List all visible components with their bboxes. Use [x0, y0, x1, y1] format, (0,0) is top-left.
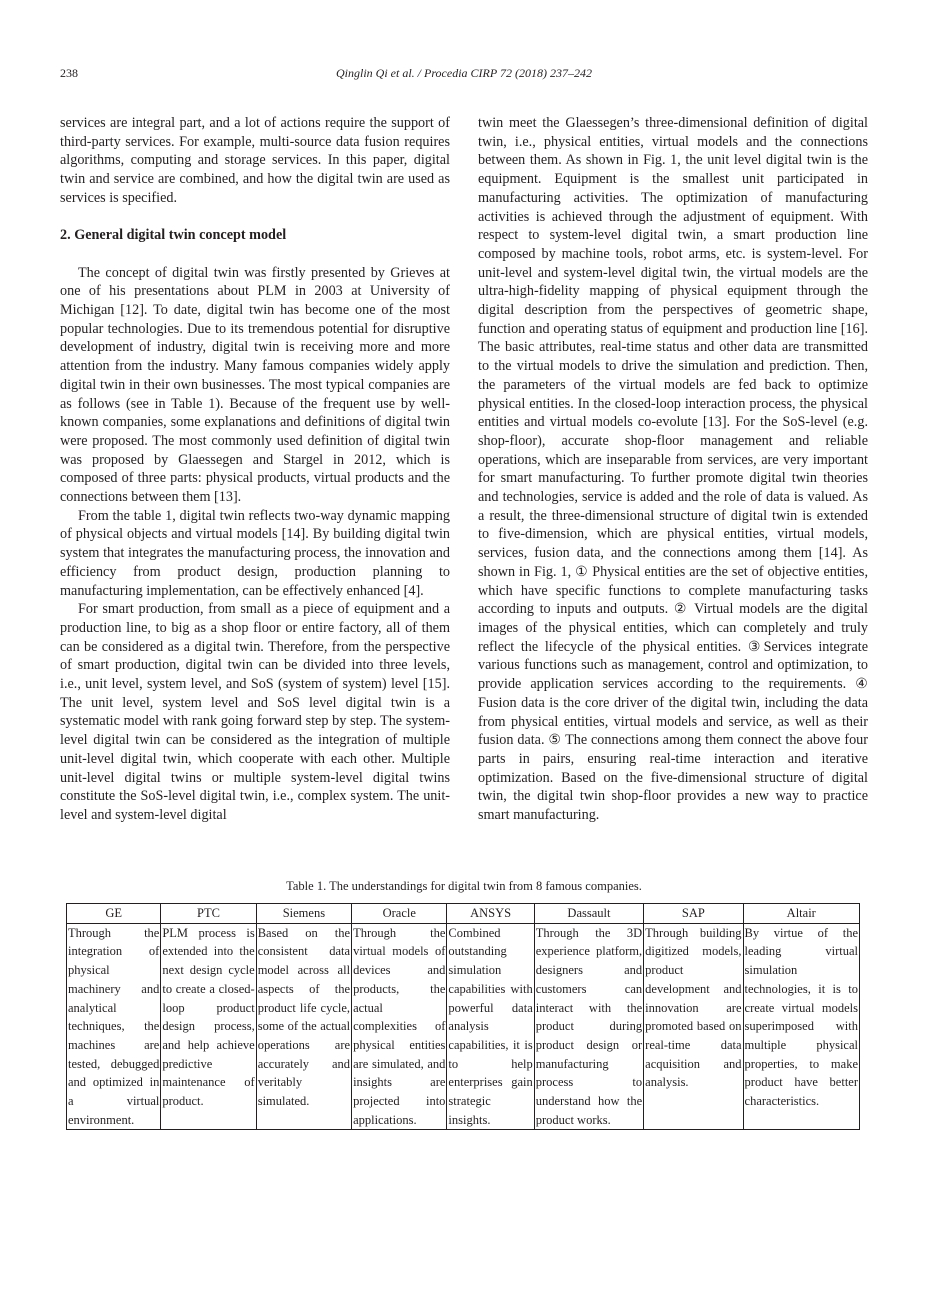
table-header-cell: Dassault — [534, 904, 643, 924]
page-number: 238 — [60, 66, 78, 80]
running-head: Qinglin Qi et al. / Procedia CIRP 72 (2018) 237–242 — [336, 66, 592, 80]
table-header-cell: SAP — [644, 904, 743, 924]
page-header — [60, 66, 868, 84]
paragraph: twin meet the Glaessegen’s three-dimensional definition of digital twin, i.e., physical entities, virtual models and the connections between them. As shown in Fig. 1, the unit level digital twin is the equipment. Equipment is the smallest unit participated in manufacturing activities. The optimization of manufacturing activities is achieved through the adjustment of equipment. With respect to system-level digital twin, a smart production line composed by machine tools, robot arms, etc. is system-level. For unit-level and system-level digital twin, the virtual models are the ultra-high-fidelity mapping of physical equipment through the digital description from the perspectives of geometric shape, function and operating status of equipment and production line [16]. The basic attributes, real-time status and other data are transmitted to the virtual models to drive the simulation and prediction. Then, the parameters of the virtual models are fed back to optimize physical entities. In the closed-loop interaction process, the physical entities and virtual models co-evolute [13]. For the SoS-level (e.g. shop-floor), accurate shop-floor management and reliable operations, which are inseparable from services, are very important for smart manufacturing. To further promote digital twin theories and technologies, service is added and the role of data is valued. As a result, the three-dimensional structure of digital twin is extended to five-dimension, which are physical entities, virtual models, services, fusion data, and the connections among them [14]. As shown in Fig. 1, ① Physical entities are the set of objective entities, which have specific functions to complete manufacturing tasks according to inputs and outputs. ② Virtual models are the digital images of the physical entities, which can completely and truly reflect the lifecycle of the physical entities. ③Services integrate various functions such as management, control and optimization, to provide application services according to the requirements. ④ Fusion data is the core driver of the digital twin, including the data from physical entities, virtual models and service, as well as their fusion data. ⑤ The connections among them connect the above four parts in pairs, ensuring real-time interaction and iterative optimization. Based on the five-dimensional structure of digital twin, the digital twin shop-floor provides a new way to practice smart manufacturing. — [478, 115, 868, 824]
table-header-cell: GE — [67, 904, 161, 924]
paragraph: For smart production, from small as a piece of equipment and a production line, to big as a shop floor or entire factory, all of them can be considered as a digital twin. Therefore, from the perspective of smart production, digital twin can be divided into three levels, i.e., unit level, system level, and SoS (system of system) level [15]. The unit level, system level and SoS level digital twin is a systematic model with rank going forward step by step. The system-level digital twin can be considered as the integration of multiple unit-level digital twin, which cooperate with each other. Multiple unit-level digital twins or multiple system-level digital twins constitute the SoS-level digital twin, i.e., complex system. The unit-level and system-level digital — [60, 601, 450, 823]
table-header-cell: Siemens — [256, 904, 351, 924]
paragraph: From the table 1, digital twin reflects two-way dynamic mapping of physical objects and virtual models [14]. By building digital twin system that integrates the manufacturing process, the innovation and efficiency from product design, production planning to manufacturing implementation, can be effectively enhanced [4]. — [60, 507, 450, 599]
table-cell: By virtue of the leading virtual simulation technologies, it is to create virtual models superimposed with multiple physical properties, to make product have better characteristics. — [743, 923, 859, 1130]
paragraph: The concept of digital twin was firstly presented by Grieves at one of his presentations about PLM in 2003 at University of Michigan [12]. To date, digital twin has become one of the most popular technologies. Due to its tremendous potential for disruptive development of industry, digital twin is receiving more and more attention from the industry. Many famous companies widely apply digital twin in their own businesses. The most typical companies are as follows (see in Table 1). Because of the frequent use by well-known companies, some explanations and definitions of digital twin were proposed. The most commonly used definition of digital twin was proposed by Glaessegen and Stargel in 2012, which is composed of three parts: physical products, virtual products and the connections between them [13]. — [60, 264, 450, 506]
paragraph: services are integral part, and a lot of actions require the support of third-party services. For example, multi-source data fusion requires algorithms, computing and storage services. In this paper, digital twin and service are combined, and how the digital twin are used as services is specified. — [60, 115, 450, 206]
section-heading: 2. General digital twin concept model — [60, 227, 287, 244]
table-cell: Through the 3D experience platform, designers and customers can interact with the product during product design or manufacturing process to understand how the product works. — [534, 923, 643, 1130]
table-cell: Combined outstanding simulation capabilities with powerful data analysis capabilities, it is to help enterprises gain strategic insights. — [447, 923, 534, 1130]
table-caption: Table 1. The understandings for digital twin from 8 famous companies. — [286, 879, 642, 893]
table-header-cell: PTC — [161, 904, 256, 924]
left-column — [60, 114, 450, 825]
table-row — [67, 923, 860, 1130]
table-header-cell: Oracle — [352, 904, 447, 924]
table-header-cell: Altair — [743, 904, 859, 924]
table-cell: Through building digitized models, product development and innovation are promoted based on real-time data acquisition and analysis. — [644, 923, 743, 1130]
table-cell: Through the integration of physical machinery and analytical techniques, the machines are tested, debugged and optimized in a virtual environment. — [67, 923, 161, 1130]
companies-table — [66, 903, 860, 1130]
table-cell: Through the virtual models of devices and products, the actual complexities of physical entities are simulated, and insights are projected into applications. — [352, 923, 447, 1130]
table-cell: Based on the consistent data model across all aspects of the product life cycle, some of the actual operations are accurately and veritably simulated. — [256, 923, 351, 1130]
table-header-cell: ANSYS — [447, 904, 534, 924]
table-cell: PLM process is extended into the next design cycle to create a closed-loop product design process, and help achieve predictive maintenance of product. — [161, 923, 256, 1130]
table-header-row — [67, 904, 860, 924]
right-column — [478, 114, 868, 825]
